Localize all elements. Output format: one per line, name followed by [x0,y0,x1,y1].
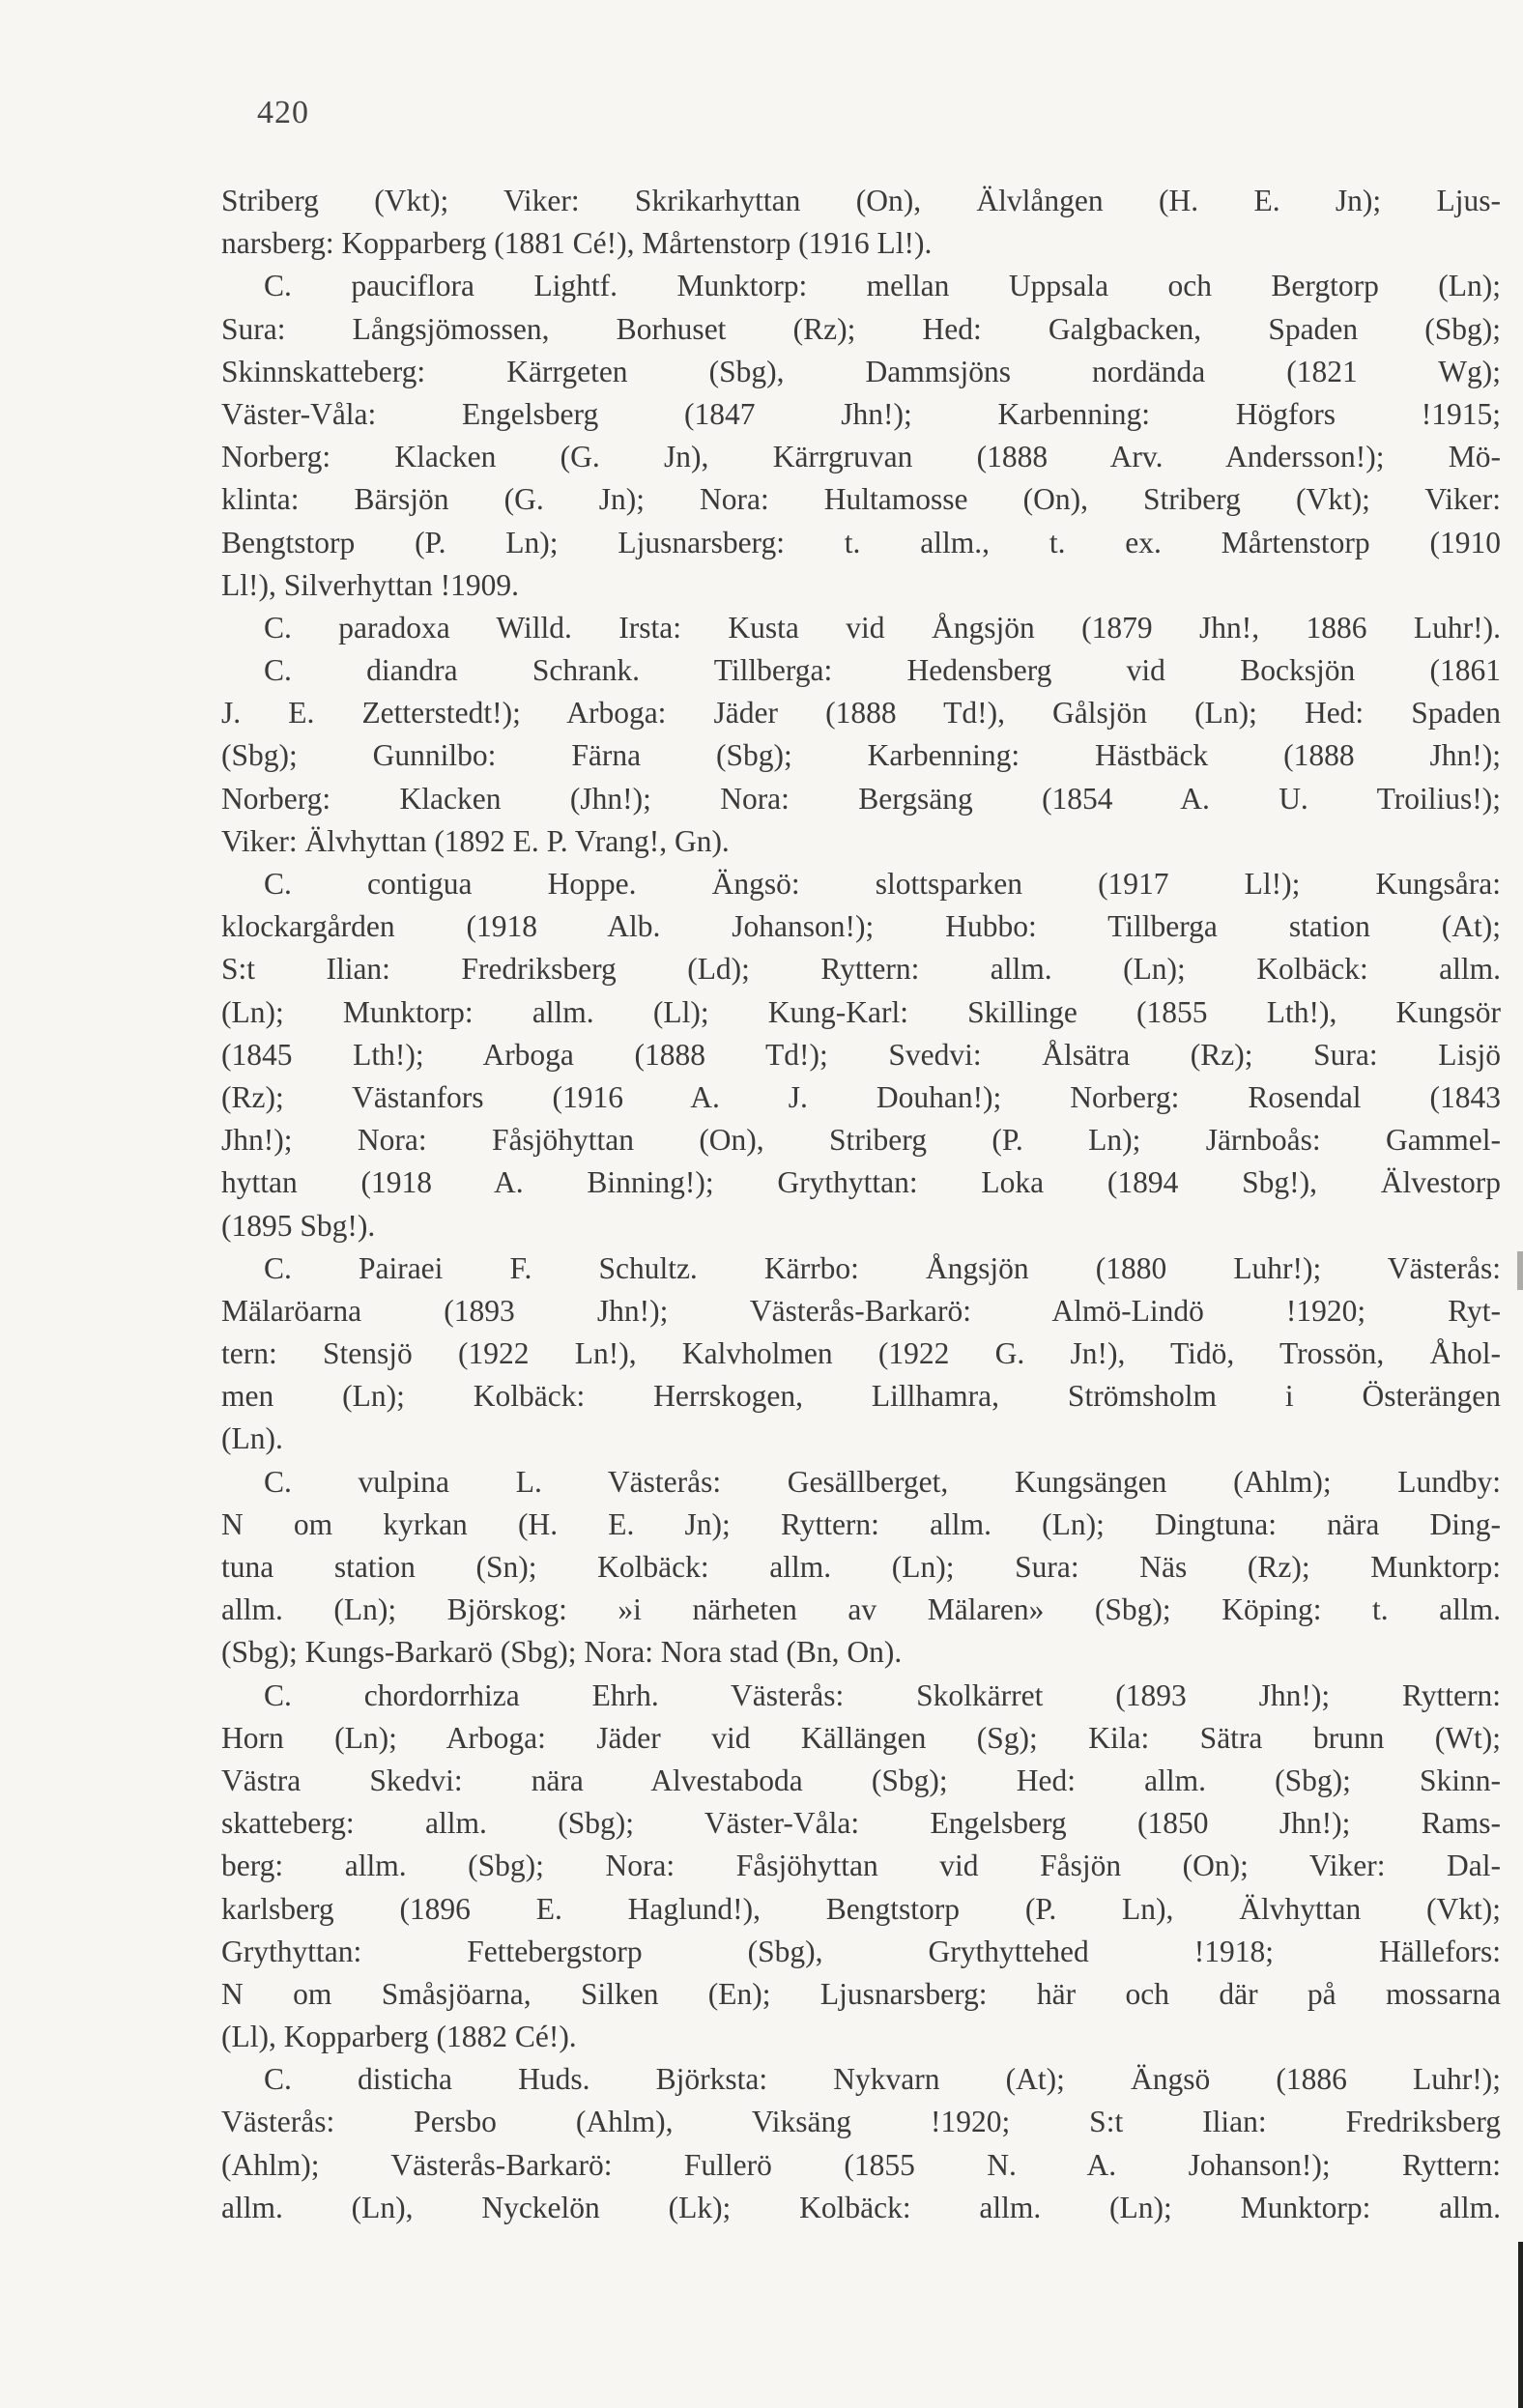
text-line: C. paradoxa Willd. Irsta: Kusta vid Ångsjön (1879 Jhn!, 1886 Luhr!). [264,610,1501,645]
text-line: tuna station (Sn); Kolbäck: allm. (Ln); Sura: Näs (Rz); Munktorp: [221,1550,1501,1584]
text-line: C. disticha Huds. Björksta: Nykvarn (At); Ängsö (1886 Luhr!); [264,2062,1501,2097]
text-line: allm. (Ln); Björskog: »i närheten av Mälaren» (Sbg); Köping: t. allm. [221,1592,1501,1627]
text-line: berg: allm. (Sbg); Nora: Fåsjöhyttan vid Fåsjön (On); Viker: Dal- [221,1849,1501,1883]
text-line: Bengtstorp (P. Ln); Ljusnarsberg: t. allm., t. ex. Mårtenstorp (1910 [221,525,1501,559]
text-line: Norberg: Klacken (G. Jn), Kärrgruvan (1888 Arv. Andersson!); Mö- [221,440,1501,474]
text-line: men (Ln); Kolbäck: Herrskogen, Lillhamra, Strömsholm i Österängen [221,1379,1501,1414]
text-line: Jhn!); Nora: Fåsjöhyttan (On), Striberg (P. Ln); Järnboås: Gammel- [221,1123,1501,1158]
text-line: tern: Stensjö (1922 Ln!), Kalvholmen (1922 G. Jn!), Tidö, Trossön, Åhol- [221,1336,1501,1371]
text-line: Ll!), Silverhyttan !1909. [221,567,519,602]
text-line: Striberg (Vkt); Viker: Skrikarhyttan (On), Älvlången (H. E. Jn); Ljus- [221,184,1501,217]
text-line: narsberg: Kopparberg (1881 Cé!), Mårtenstorp (1916 Ll!). [221,226,933,261]
text-line: (Ln). [221,1421,283,1456]
text-line: Mälaröarna (1893 Jhn!); Västerås-Barkarö: Almö-Lindö !1920; Ryt- [221,1293,1501,1328]
page-number: 420 [257,95,309,130]
text-line: Skinnskatteberg: Kärrgeten (Sbg), Dammsjöns nordända (1821 Wg); [221,354,1501,388]
text-line: Västerås: Persbo (Ahlm), Viksäng !1920; S:t Ilian: Fredriksberg [221,2105,1501,2139]
page-edge-mark [1517,1251,1523,1290]
text-line: Viker: Älvhyttan (1892 E. P. Vrang!, Gn). [221,823,730,858]
text-line: J. E. Zetterstedt!); Arboga: Jäder (1888 Td!), Gålsjön (Ln); Hed: Spaden [221,696,1501,731]
text-line: C. Pairaei F. Schultz. Kärrbo: Ångsjön (1880 Luhr!); Västerås: [264,1250,1501,1285]
text-line: (Ln); Munktorp: allm. (Ll); Kung-Karl: Skillinge (1855 Lth!), Kungsör [221,994,1501,1029]
page-edge-mark [1518,2242,1523,2408]
text-line: Väster-Våla: Engelsberg (1847 Jhn!); Karbenning: Högfors !1915; [221,396,1501,431]
text-line: hyttan (1918 A. Binning!); Grythyttan: Loka (1894 Sbg!), Älvestorp [221,1165,1501,1200]
text-line: (1845 Lth!); Arboga (1888 Td!); Svedvi: Ålsätra (Rz); Sura: Lisjö [221,1037,1501,1072]
text-line: C. pauciflora Lightf. Munktorp: mellan Uppsala och Bergtorp (Ln); [264,269,1501,303]
text-line: (Ahlm); Västerås-Barkarö: Fullerö (1855 N. A. Johanson!); Ryttern: [221,2147,1501,2182]
text-line: C. diandra Schrank. Tillberga: Hedensberg vid Bocksjön (1861 [264,653,1501,688]
text-line: Horn (Ln); Arboga: Jäder vid Källängen (Sg); Kila: Sätra brunn (Wt); [221,1720,1501,1755]
text-line: karlsberg (1896 E. Haglund!), Bengtstorp (P. Ln), Älvhyttan (Vkt); [221,1891,1501,1926]
text-line: C. vulpina L. Västerås: Gesällberget, Kungsängen (Ahlm); Lundby: [264,1464,1501,1499]
text-line: N om Småsjöarna, Silken (En); Ljusnarsberg: här och där på mossarna [221,1976,1501,2011]
text-line: Sura: Långsjömossen, Borhuset (Rz); Hed: Galgbacken, Spaden (Sbg); [221,311,1501,346]
text-line: allm. (Ln), Nyckelön (Lk); Kolbäck: allm. (Ln); Munktorp: allm. [221,2190,1501,2224]
body-text [221,180,1501,2229]
text-line: skatteberg: allm. (Sbg); Väster-Våla: Engelsberg (1850 Jhn!); Rams- [221,1806,1501,1841]
text-line: (Ll), Kopparberg (1882 Cé!). [221,2020,577,2054]
text-line: klinta: Bärsjön (G. Jn); Nora: Hultamosse (On), Striberg (Vkt); Viker: [221,482,1501,517]
text-line: klockargården (1918 Alb. Johanson!); Hubbo: Tillberga station (At); [221,909,1501,944]
text-line: (Sbg); Kungs-Barkarö (Sbg); Nora: Nora stad (Bn, On). [221,1635,903,1670]
text-line: Norberg: Klacken (Jhn!); Nora: Bergsäng (1854 A. U. Troilius!); [221,781,1501,816]
text-line: (Sbg); Gunnilbo: Färna (Sbg); Karbenning: Hästbäck (1888 Jhn!); [221,738,1501,773]
text-line: Grythyttan: Fettebergstorp (Sbg), Grythyttehed !1918; Hällefors: [221,1934,1501,1968]
text-line: S:t Ilian: Fredriksberg (Ld); Ryttern: allm. (Ln); Kolbäck: allm. [221,952,1501,987]
text-line: C. chordorrhiza Ehrh. Västerås: Skolkärret (1893 Jhn!); Ryttern: [264,1677,1501,1712]
text-line: (Rz); Västanfors (1916 A. J. Douhan!); Norberg: Rosendal (1843 [221,1079,1501,1114]
text-line: (1895 Sbg!). [221,1208,376,1243]
text-line: N om kyrkan (H. E. Jn); Ryttern: allm. (Ln); Dingtuna: nära Ding- [221,1506,1501,1541]
text-line: Västra Skedvi: nära Alvestaboda (Sbg); Hed: allm. (Sbg); Skinn- [221,1763,1501,1797]
text-line: C. contigua Hoppe. Ängsö: slottsparken (1917 Ll!); Kungsåra: [264,867,1501,901]
